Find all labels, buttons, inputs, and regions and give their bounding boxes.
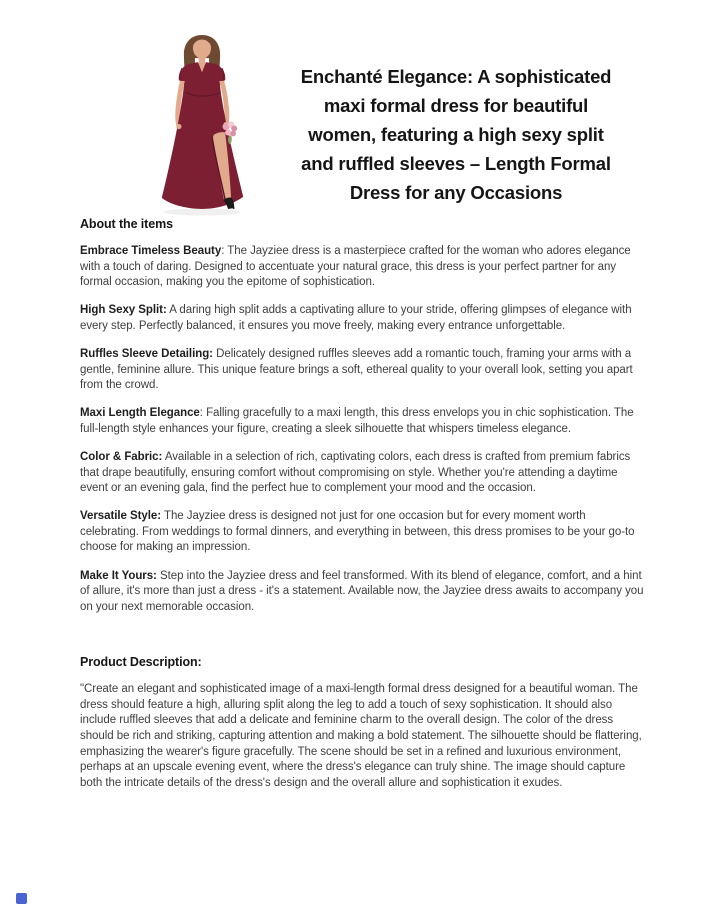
feature-lead: Ruffles Sleeve Detailing: (80, 347, 213, 360)
feature-text: A daring high split adds a captivating allure to your stride, offering glimpses of elegance with every step. Perfectly balanced, it ensures you move freely, making every entrance unforgettable. (80, 304, 632, 332)
feature-paragraph-make-it-yours (80, 569, 647, 616)
feature-lead: Maxi Length Elegance (80, 407, 200, 420)
dress-model-illustration (141, 32, 263, 218)
feature-text: : The Jayziee dress is a masterpiece crafted for the woman who adores elegance with a touch of daring. Designed to accentuate your natural grace, this dress is your perfect partner for any formal occasion, making you the epitome of sophistication. (80, 245, 631, 289)
feature-paragraph-versatile-style (80, 509, 647, 556)
feature-lead: Make It Yours: (80, 569, 157, 582)
neck (199, 57, 205, 64)
feature-lead: High Sexy Split: (80, 304, 167, 317)
feature-paragraph-ruffles-sleeve-detailing (80, 347, 647, 394)
feature-text: Step into the Jayziee dress and feel transformed. With its blend of elegance, comfort, and a hint of allure, it's more than just a dress - it's a statement. Available now, the Jayziee dress awaits to accompany you on your next memorable occasion. (80, 569, 644, 613)
document-body (80, 217, 647, 804)
blue-corner-marker (16, 893, 27, 904)
feature-lead: Versatile Style: (80, 510, 162, 523)
feature-text: Available in a selection of rich, captivating colors, each dress is crafted from premium fabrics that drape beautifully, ensuring comfort without compromising on style. Whether you're attending a daytime event or an evening gala, find the perfect hue to complement your mood and the occasion. (80, 450, 631, 495)
feature-lead: Embrace Timeless Beauty (80, 245, 222, 257)
title-line: women, featuring a high sexy split (308, 124, 604, 145)
feature-paragraph-color-fabric (80, 450, 647, 497)
title-line: and ruffled sleeves – Length Formal (301, 153, 611, 174)
feature-text: The Jayziee dress is designed not just for one occasion but for every moment worth celebrating. From weddings to formal dinners, and everything in between, this dress promises to be your go-to choose for making an impression. (80, 510, 635, 554)
title-line: Enchanté Elegance: A sophisticated (300, 66, 612, 87)
title-line: Dress for any Occasions (349, 182, 563, 203)
product-photo (141, 32, 263, 218)
about-items-heading: About the items (80, 217, 173, 231)
title-line: maxi formal dress for beautiful (323, 95, 589, 116)
feature-lead: Color & Fabric: (80, 450, 163, 463)
product-description-heading: Product Description: (80, 655, 202, 670)
feature-text: : Falling gracefully to a maxi length, this dress envelops you in chic sophistication. The full-length style enhances your figure, creating a sleek silhouette that whispers timeless elegance. (80, 407, 634, 435)
feature-paragraph-high-sexy-split (80, 303, 647, 334)
left-hand (176, 124, 181, 129)
product-description-body: "Create an elegant and sophisticated image of a maxi-length formal dress designed for a beautiful woman. The dress should feature a high, alluring split along the leg to add a touch of sexy sophistication. It should also include ruffled sleeves that add a delicate and feminine charm to the overall design. The color of the dress should be rich and striking, capturing attention and making a bold statement. The silhouette should be flattering, emphasizing the wearer's figure gracefully. The scene should be set in a refined and luxurious environment, perhaps at an upscale evening event, where the dress's elegance can truly shine. The image should capture both the intricate details of the dress's design and the overall allure and sophistication it exudes. (80, 683, 642, 789)
heel-spike (233, 200, 234, 209)
feature-paragraph-maxi-length-elegance (80, 406, 647, 437)
feature-text: Delicately designed ruffles sleeves add a romantic touch, framing your arms with a gentle, feminine allure. This unique feature brings a soft, ethereal quality to your overall look, setting you apart from the crowd. (80, 347, 633, 392)
feature-paragraph-embrace-timeless-beauty (80, 244, 647, 291)
page-title (276, 62, 636, 207)
